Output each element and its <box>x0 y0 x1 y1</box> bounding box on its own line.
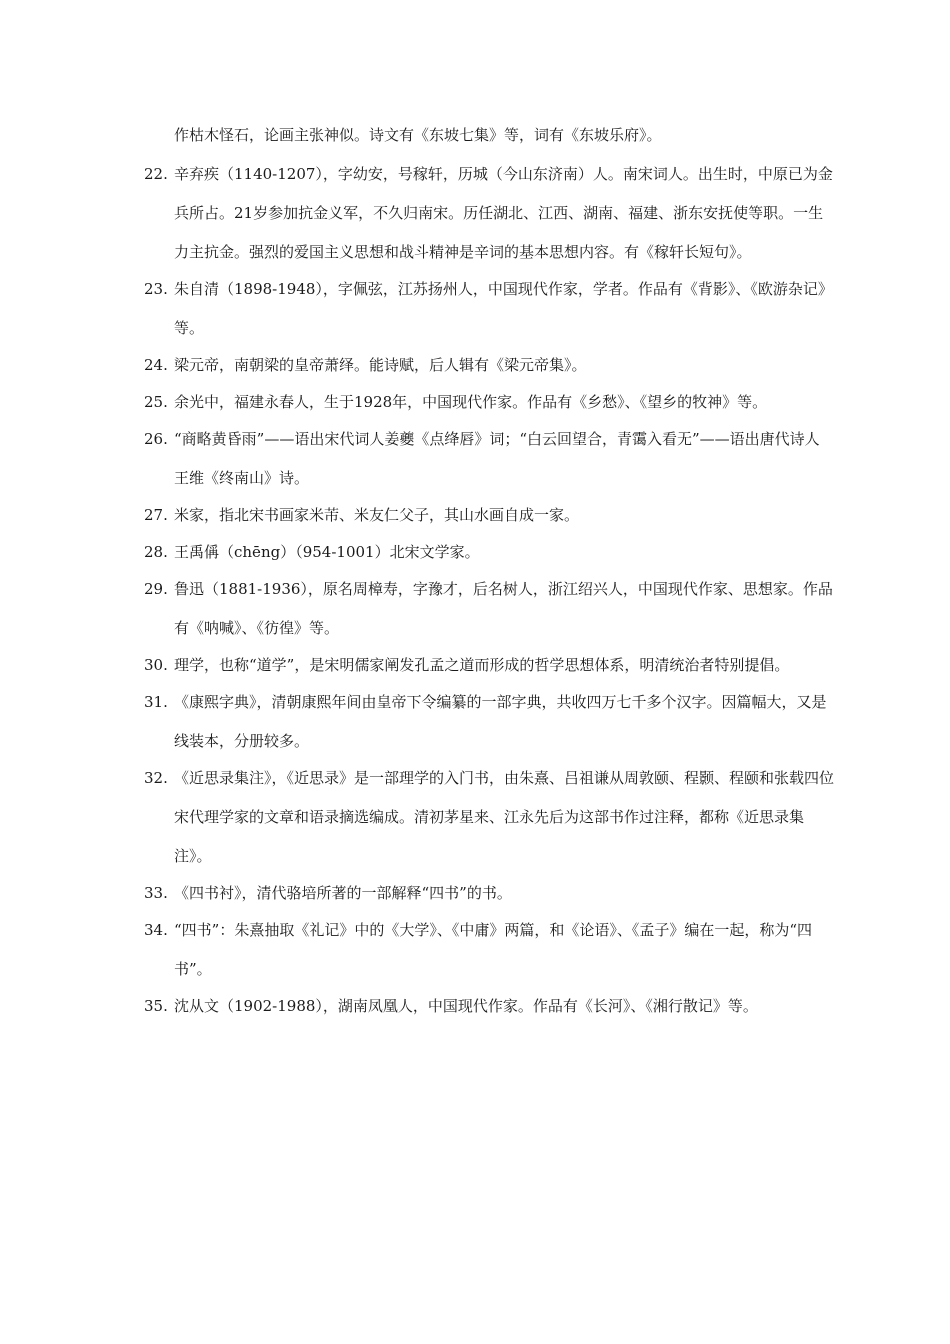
note-item <box>144 683 834 761</box>
note-text: 《康熙字典》，清朝康熙年间由皇帝下令编纂的一部字典，共收四万七千多个汉字。因篇幅大，又是线装本，分册较多。 <box>174 693 827 750</box>
note-number: 28. <box>144 543 168 561</box>
note-item <box>144 383 834 422</box>
note-item <box>144 570 834 648</box>
note-text: 梁元帝，南朝梁的皇帝萧绎。能诗赋，后人辑有《梁元帝集》。 <box>174 356 587 374</box>
note-text: 鲁迅（1881-1936），原名周樟寿，字豫才，后名树人，浙江绍兴人，中国现代作家、思想家。作品有《呐喊》、《彷徨》等。 <box>174 580 833 637</box>
note-number: 22. <box>144 165 168 183</box>
note-item <box>144 420 834 498</box>
note-number: 26. <box>144 430 168 448</box>
note-text: 理学，也称“道学”，是宋明儒家阐发孔孟之道而形成的哲学思想体系，明清统治者特别提倡。 <box>174 656 790 674</box>
note-text: 王禹偁（chēng）（954-1001）北宋文学家。 <box>174 543 480 561</box>
note-item <box>144 874 834 913</box>
note-number: 25. <box>144 393 168 411</box>
note-item <box>144 911 834 989</box>
note-item <box>144 155 834 272</box>
note-text: 米家，指北宋书画家米芾、米友仁父子，其山水画自成一家。 <box>174 506 580 524</box>
note-number: 33. <box>144 884 168 902</box>
note-text: 朱自清（1898-1948），字佩弦，江苏扬州人，中国现代作家，学者。作品有《背影》、《欧游杂记》等。 <box>174 280 833 337</box>
note-text: 辛弃疾（1140-1207），字幼安，号稼轩，历城（今山东济南）人。南宋词人。出生时，中原已为金兵所占。21岁参加抗金义军，不久归南宋。历任湖北、江西、湖南、福建、浙东安抚使等职。一生力主抗金。强烈的爱国主义思想和战斗精神是辛词的基本思想内容。有《稼轩长短句》。 <box>174 165 833 261</box>
note-number: 27. <box>144 506 168 524</box>
note-text: 《近思录集注》，《近思录》是一部理学的入门书，由朱熹、吕祖谦从周敦颐、程颢、程颐和张载四位宋代理学家的文章和语录摘选编成。清初茅星来、江永先后为这部书作过注释，都称《近思录集注》。 <box>174 769 835 865</box>
note-number: 34. <box>144 921 168 939</box>
note-item <box>144 987 834 1026</box>
note-item <box>144 346 834 385</box>
note-item <box>144 270 834 348</box>
note-number: 30. <box>144 656 168 674</box>
note-number: 24. <box>144 356 168 374</box>
note-number: 31. <box>144 693 168 711</box>
note-item <box>144 646 834 685</box>
note-text: “商略黄昏雨”——语出宋代词人姜夔《点绛唇》词；“白云回望合，青霭入看无”——语出唐代诗人王维《终南山》诗。 <box>174 430 820 487</box>
continuation-text: 作枯木怪石，论画主张神似。诗文有《东坡七集》等，词有《东坡乐府》。 <box>174 126 662 144</box>
note-number: 29. <box>144 580 168 598</box>
note-text: 沈从文（1902-1988），湖南凤凰人，中国现代作家。作品有《长河》、《湘行散记》等。 <box>174 997 758 1015</box>
note-number: 32. <box>144 769 168 787</box>
note-number: 23. <box>144 280 168 298</box>
note-item <box>144 759 834 876</box>
notes-list <box>144 116 834 1024</box>
note-item <box>144 496 834 535</box>
note-text: 《四书衬》，清代骆培所著的一部解释“四书”的书。 <box>174 884 512 902</box>
note-text: 余光中，福建永春人，生于1928年，中国现代作家。作品有《乡愁》、《望乡的牧神》等。 <box>174 393 768 411</box>
note-item <box>144 533 834 572</box>
note-text: “四书”：朱熹抽取《礼记》中的《大学》、《中庸》两篇，和《论语》、《孟子》编在一起，称为“四书”。 <box>174 921 813 978</box>
note-number: 35. <box>144 997 168 1015</box>
